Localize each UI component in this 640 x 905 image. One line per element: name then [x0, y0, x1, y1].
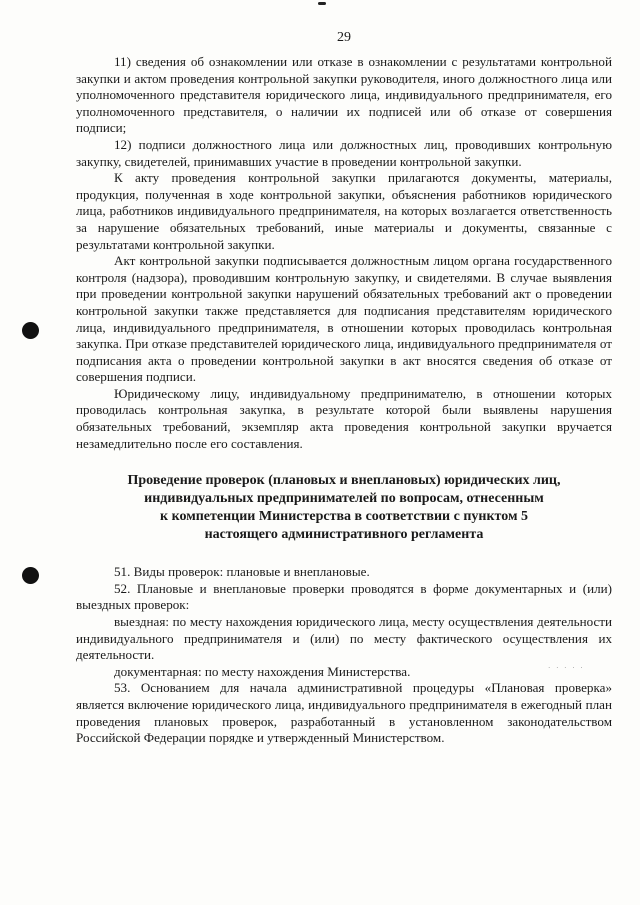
- paragraph-item-53: 53. Основанием для начала административной процедуры «Плановая проверка» является включение юридического лица, индивидуального предпринимателя в ежегодный план проведения плановых проверок, разработанный в установленном законодательством Российской Федерации порядке и утвержденный Министерством.: [76, 680, 612, 746]
- paragraph-act-signing: Акт контрольной закупки подписывается должностным лицом органа государственного контроля (надзора), проводившим контрольную закупку, и свидетелями. В случае выявления при проведении контрольной закупки нарушений обязательных требований акт о проведении контрольной закупки также представляется для подписания представителям юридического лица, индивидуального предпринимателя, в отношении которых проводилась контрольная закупка. При отказе представителей юридического лица, индивидуального предпринимателя от подписания акта о проведении контрольной закупки в акт вносятся сведения об отказе от совершения подписи.: [76, 253, 612, 385]
- section-heading-line: индивидуальных предпринимателей по вопросам, отнесенным: [144, 491, 544, 507]
- scan-speck: [318, 2, 326, 5]
- paragraph-item-11: 11) сведения об ознакомлении или отказе в ознакомлении с результатами контрольной закупки и актом проведения контрольной закупки руководителя, иного должностного лица или уполномоченного представителя юридического лица, индивидуального предпринимателя, его уполномоченного представителя, о наличии их подписей или об отказе от совершения подписи;: [76, 54, 612, 136]
- scan-dots: · · · · ·: [548, 664, 585, 672]
- section-heading: [76, 472, 612, 544]
- paragraph-item-52: 52. Плановые и внеплановые проверки проводятся в форме документарных и (или) выездных проверок:: [76, 580, 612, 613]
- document-page: [76, 30, 612, 747]
- paragraph-item-12: 12) подписи должностного лица или должностных лиц, проводивших контрольную закупку, свидетелей, принимавших участие в проведении контрольной закупки.: [76, 136, 612, 169]
- punch-hole-top: [22, 322, 39, 339]
- paragraph-documentary-inspection: документарная: по месту нахождения Министерства.: [114, 663, 411, 679]
- paragraph-act-delivery: Юридическому лицу, индивидуальному предпринимателю, в отношении которых проводилась контрольная закупка, в результате которой были выявлены нарушения обязательных требований, экземпляр акта проведения контрольной закупки вручается незамедлительно после его составления.: [76, 385, 612, 451]
- section-heading-line: настоящего административного регламента: [204, 527, 484, 543]
- paragraph-onsite-inspection: выездная: по месту нахождения юридического лица, месту осуществления деятельности индивидуального предпринимателя и (или) по месту фактического осуществления их деятельности.: [76, 614, 612, 663]
- paragraph-item-51: 51. Виды проверок: плановые и внеплановые.: [114, 564, 370, 580]
- page-number: 29: [337, 30, 351, 45]
- paragraph-act-attachments: К акту проведения контрольной закупки прилагаются документы, материалы, продукция, полученная в ходе контрольной закупки, объяснения работников юридического лица, работников индивидуального предпринимателя, на которых возлагается ответственность за нарушение обязательных требований, иные материалы и документы, связанные с результатами контрольной закупки.: [76, 170, 612, 252]
- section-heading-line: Проведение проверок (плановых и внеплановых) юридических лиц,: [127, 473, 561, 489]
- section-heading-line: к компетенции Министерства в соответствии с пунктом 5: [160, 509, 528, 525]
- punch-hole-bottom: [22, 567, 39, 584]
